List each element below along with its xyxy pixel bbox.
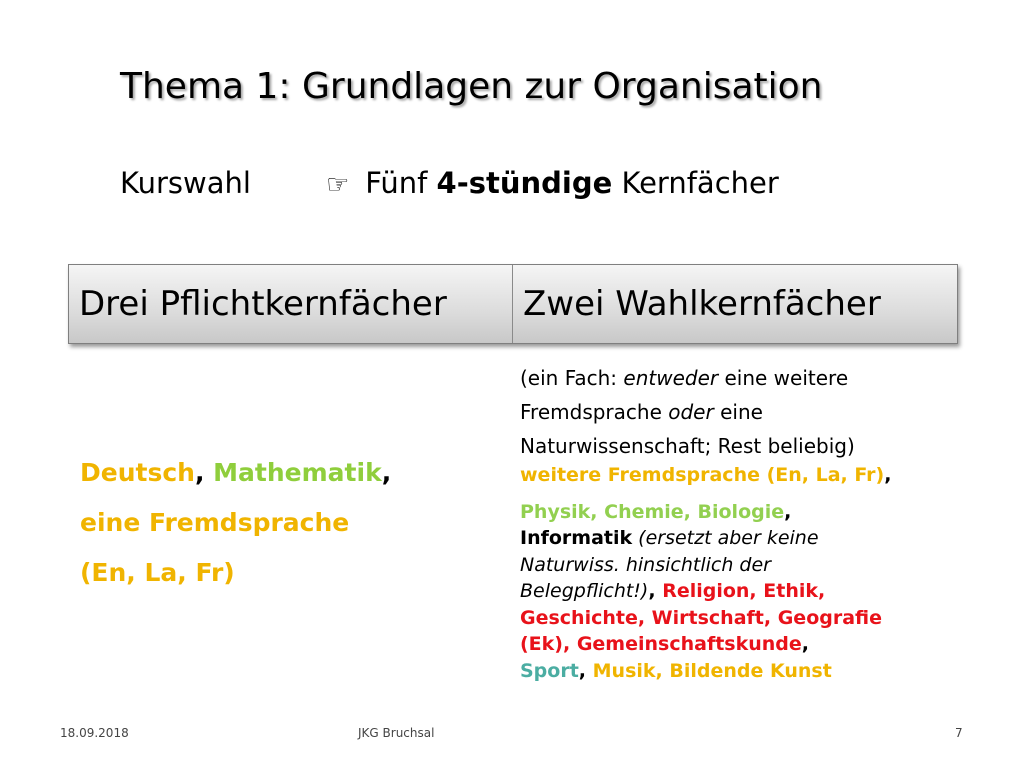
informatik-note-line-3: Belegpflicht!) <box>520 580 649 602</box>
subtitle-pre: Fünf <box>365 166 437 200</box>
note-text: eine weitere <box>718 366 849 390</box>
kurswahl-label: Kurswahl <box>120 166 251 200</box>
footer-page-number: 7 <box>955 726 963 740</box>
subject-sport: Sport <box>520 659 579 682</box>
separator: , <box>381 458 392 487</box>
pflichtkernfaecher-list <box>80 448 391 598</box>
note-line-1 <box>520 361 855 395</box>
header-pflichtkernfaecher: Drei Pflichtkernfächer <box>69 265 513 343</box>
subject-deutsch: Deutsch <box>80 458 195 487</box>
header-wahlkernfaecher: Zwei Wahlkernfächer <box>523 284 881 324</box>
wahl-line-informatik <box>520 525 891 552</box>
separator: , <box>784 500 792 523</box>
wahl-line-fremdsprache <box>520 462 891 489</box>
footer-date: 18.09.2018 <box>60 726 129 740</box>
footer-school: JKG Bruchsal <box>358 726 435 740</box>
informatik-note: (ersetzt aber keine <box>632 527 819 549</box>
wahlkernfaecher-note <box>520 361 855 463</box>
subject-geschichte-wirtschaft-geografie: Geschichte, Wirtschaft, Geografie <box>520 606 883 629</box>
slide-title: Thema 1: Grundlagen zur Organisation <box>120 66 823 107</box>
note-text: (ein Fach: <box>520 366 624 390</box>
kernfaecher-header-bar <box>68 264 958 344</box>
hand-pointer-icon: ☞ <box>326 170 350 200</box>
pflicht-line-1 <box>80 448 391 498</box>
wahl-line-gemeinschaftskunde <box>520 631 891 658</box>
wahlkernfaecher-list <box>520 462 891 684</box>
informatik-note-line-2: Naturwiss. hinsichtlich der <box>520 553 771 576</box>
subject-mathematik: Mathematik <box>213 458 382 487</box>
note-italic: entweder <box>623 366 719 390</box>
subject-fremdsprache: eine Fremdsprache <box>80 508 350 537</box>
subject-naturwissenschaften: Physik, Chemie, Biologie <box>520 500 785 523</box>
subject-weitere-fremdsprache: weitere Fremdsprache (En, La, Fr) <box>520 464 885 486</box>
note-line-3: Naturwissenschaft; Rest beliebig) <box>520 434 855 458</box>
note-text: eine <box>713 400 763 424</box>
note-italic: oder <box>668 400 714 424</box>
subtitle-bold: 4-stündige <box>436 166 613 200</box>
subject-informatik: Informatik <box>520 527 633 549</box>
separator: , <box>884 464 892 486</box>
subtitle-post: Kernfächer <box>612 166 779 200</box>
kernfaecher-subtitle <box>326 166 779 200</box>
note-line-2 <box>520 395 855 429</box>
wahl-line-sport-kunst <box>520 658 891 685</box>
separator: , <box>194 458 214 487</box>
subject-sprachen: (En, La, Fr) <box>80 558 235 587</box>
subject-musik-kunst: Musik, Bildende Kunst <box>592 659 832 682</box>
separator: , <box>648 580 663 602</box>
wahl-line-belegpflicht <box>520 578 891 605</box>
wahl-line-nawi <box>520 499 891 526</box>
subject-gemeinschaftskunde: (Ek), Gemeinschaftskunde <box>520 633 802 655</box>
note-text: Fremdsprache <box>520 400 669 424</box>
separator: , <box>801 633 809 655</box>
subject-religion-ethik: Religion, Ethik, <box>662 580 826 602</box>
separator: , <box>578 659 593 682</box>
